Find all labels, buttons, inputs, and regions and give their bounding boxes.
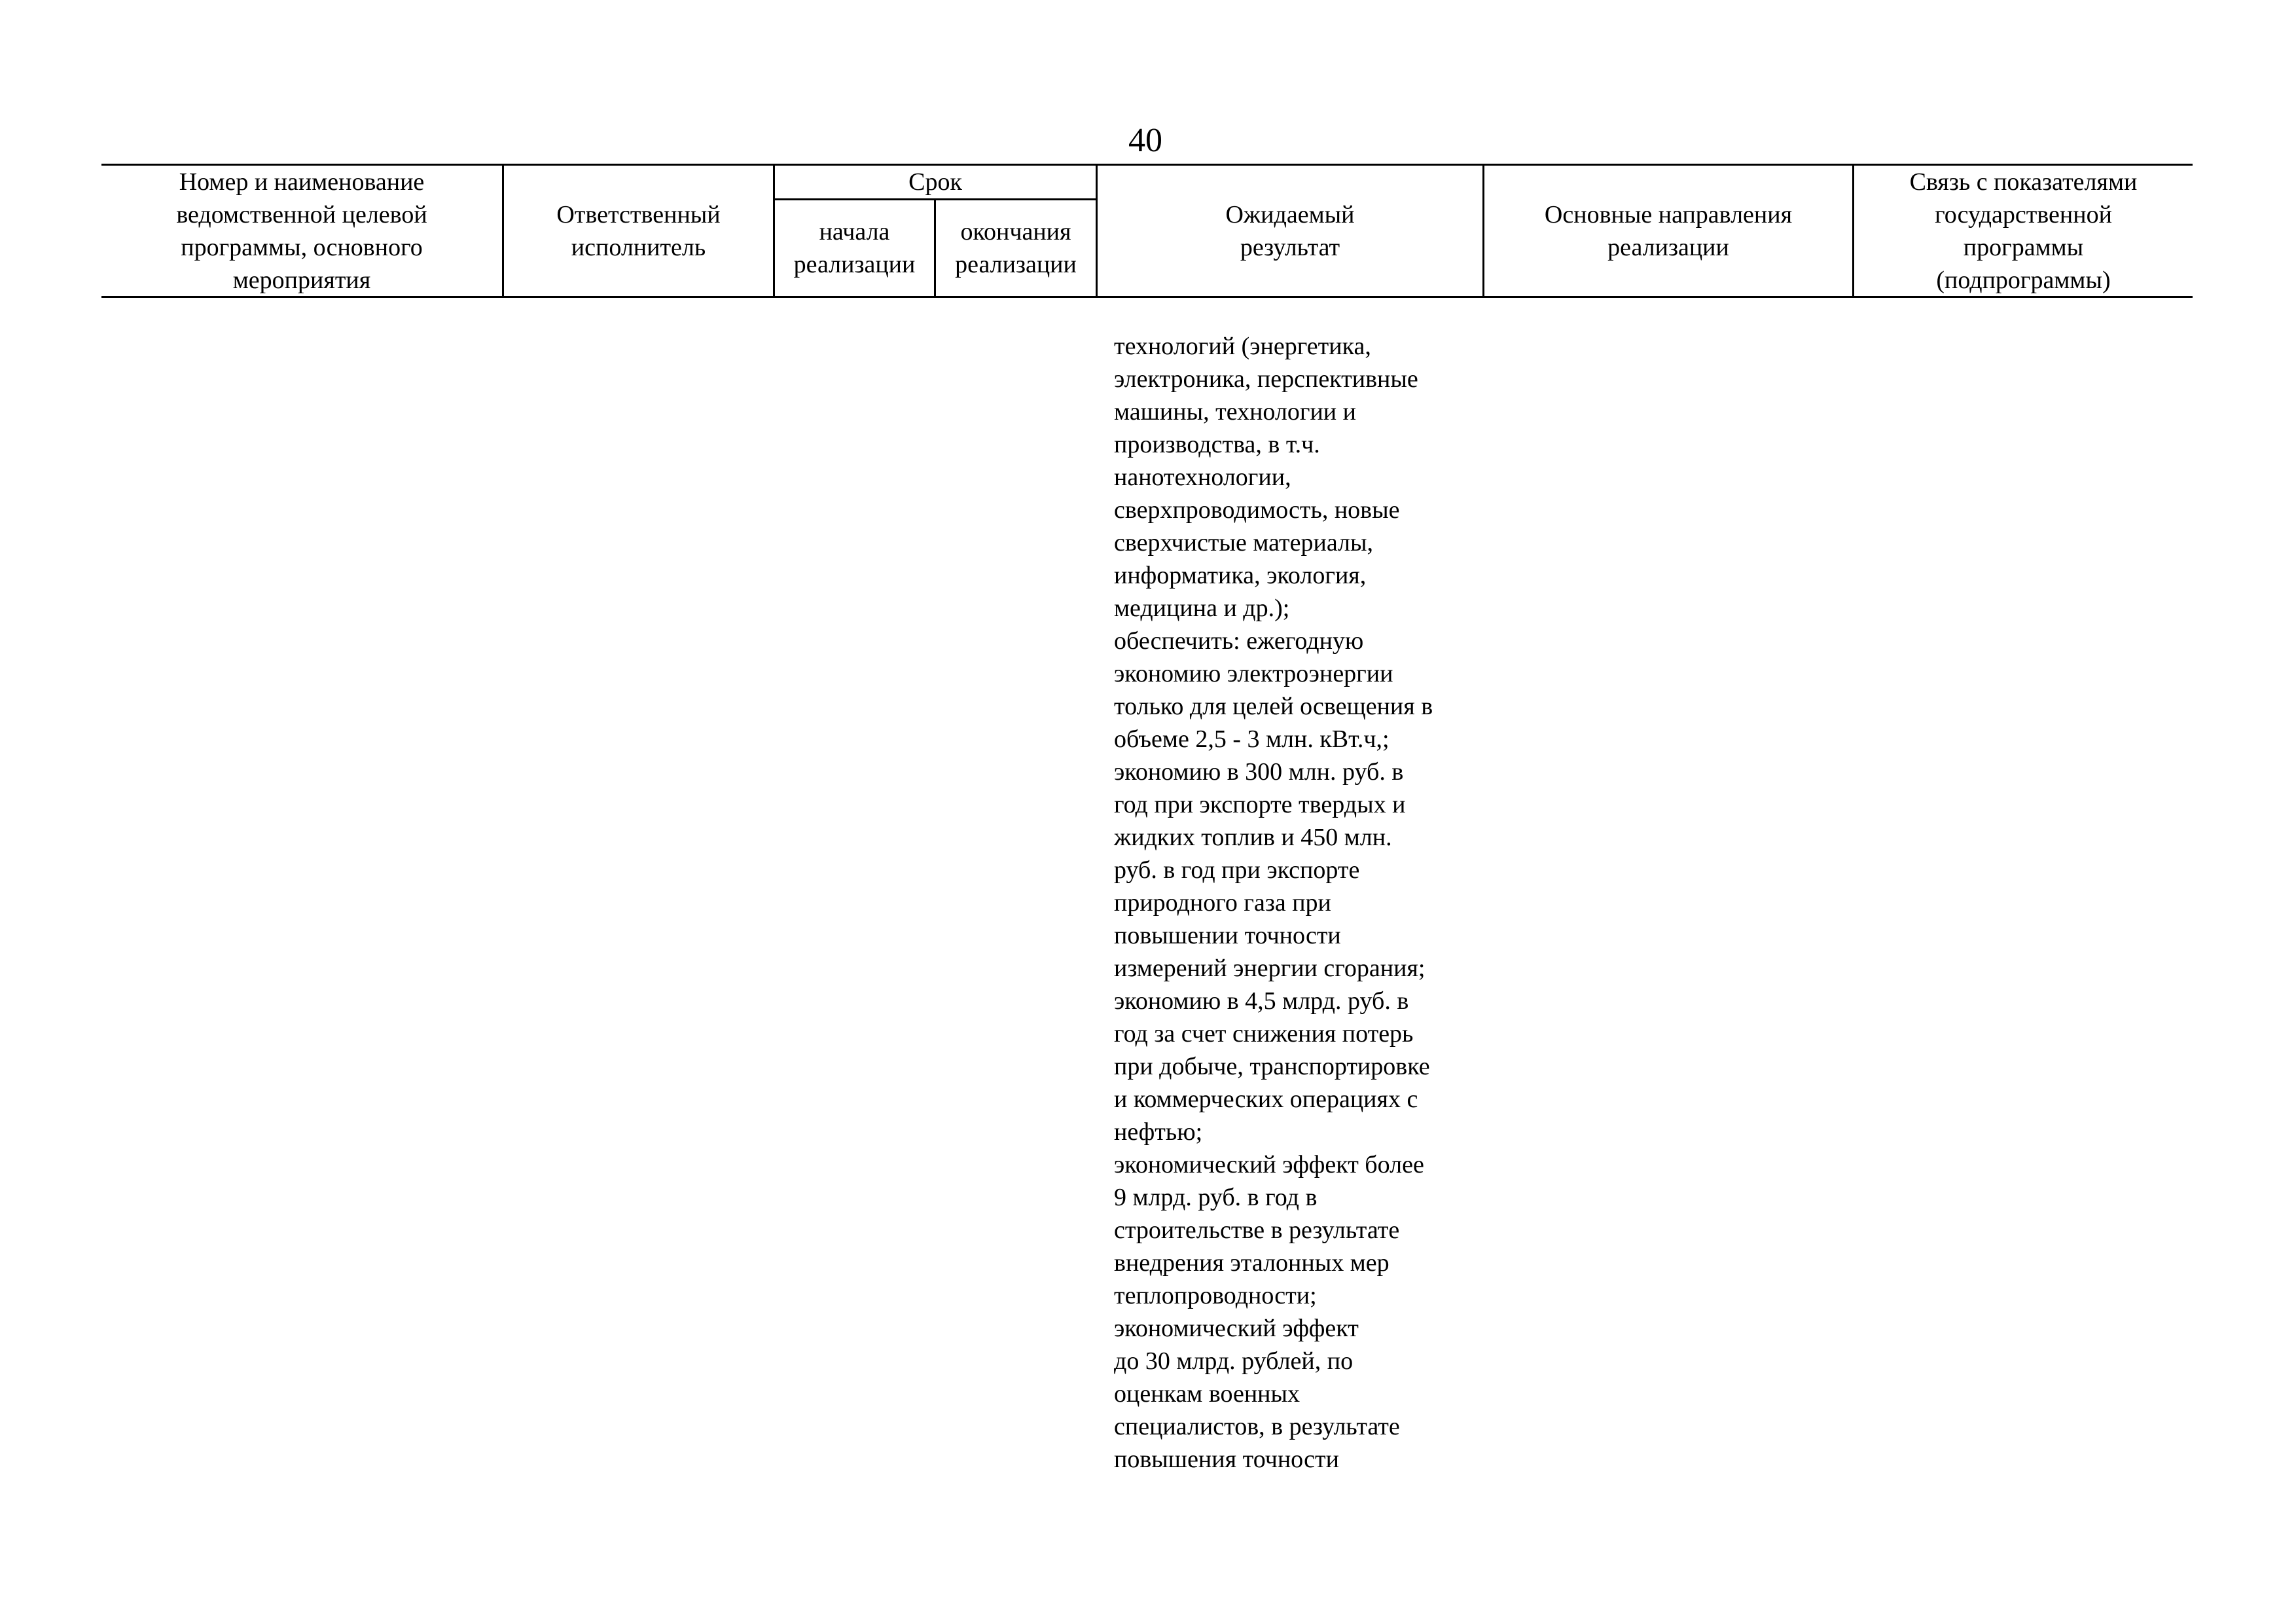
result-line: теплопроводности;: [1114, 1282, 1317, 1309]
result-line: повышении точности: [1114, 922, 1341, 949]
result-line: год за счет снижения потерь: [1114, 1020, 1414, 1048]
header-line: мероприятия: [232, 266, 371, 294]
header-line: начала: [819, 218, 890, 246]
result-line: нефтью;: [1114, 1118, 1203, 1146]
header-line: Срок: [908, 168, 962, 196]
result-line: сверхпроводимость, новые: [1114, 496, 1400, 524]
result-line: измерений энергии сгорания;: [1114, 955, 1426, 982]
header-line: реализации: [793, 251, 916, 278]
result-line: экономический эффект более: [1114, 1151, 1424, 1178]
header-line: Связь с показателями: [1909, 168, 2138, 196]
result-line: машины, технологии и: [1114, 398, 1356, 426]
result-line: при добыче, транспортировке: [1114, 1053, 1430, 1080]
result-line: объеме 2,5 - 3 млн. кВт.ч,;: [1114, 725, 1390, 753]
result-line: повышения точности: [1114, 1446, 1339, 1473]
header-term-start: [775, 200, 934, 296]
result-line: технологий (энергетика,: [1114, 333, 1371, 360]
result-line: электроника, перспективные: [1114, 365, 1418, 393]
header-responsible: [504, 166, 773, 296]
result-line: оценкам военных: [1114, 1380, 1300, 1408]
result-line: до 30 млрд. рублей, по: [1114, 1347, 1354, 1375]
result-line: природного газа при: [1114, 889, 1331, 917]
result-line: нанотехнологии,: [1114, 464, 1291, 491]
result-line: год при экспорте твердых и: [1114, 791, 1406, 818]
result-line: жидких топлив и 450 млн.: [1114, 824, 1392, 851]
result-line: руб. в год при экспорте: [1114, 856, 1360, 884]
header-line: Номер и наименование: [179, 168, 425, 196]
header-line: государственной: [1935, 200, 2112, 228]
header-program-name: [101, 166, 502, 296]
result-line: строительстве в результате: [1114, 1216, 1400, 1244]
header-line: реализации: [1607, 233, 1729, 261]
header-indicators-link: [1854, 166, 2193, 296]
result-line: производства, в т.ч.: [1114, 431, 1320, 458]
expected-result-text: [1114, 330, 1494, 1476]
header-term: [775, 166, 1096, 198]
header-term-end: [936, 200, 1096, 296]
page-number: 40: [1128, 122, 1162, 159]
header-line: Основные направления: [1544, 200, 1793, 228]
result-line: экономический эффект: [1114, 1315, 1359, 1342]
result-line: внедрения эталонных мер: [1114, 1249, 1390, 1277]
header-line: Ответственный: [556, 200, 721, 228]
header-line: исполнитель: [571, 233, 706, 261]
result-line: 9 млрд. руб. в год в: [1114, 1184, 1318, 1211]
header-line: Ожидаемый: [1225, 200, 1355, 228]
result-line: специалистов, в результате: [1114, 1413, 1400, 1440]
result-line: экономию электроэнергии: [1114, 660, 1393, 687]
header-line: программы, основного: [181, 233, 423, 261]
result-line: экономию в 4,5 млрд. руб. в: [1114, 987, 1409, 1015]
header-line: результат: [1240, 233, 1340, 261]
result-line: обеспечить: ежегодную: [1114, 627, 1364, 655]
header-line: реализации: [955, 251, 1077, 278]
header-line: ведомственной целевой: [176, 200, 427, 228]
result-line: и коммерческих операциях с: [1114, 1085, 1418, 1113]
result-line: медицина и др.);: [1114, 594, 1290, 622]
header-expected-result: [1098, 166, 1482, 296]
result-line: только для целей освещения в: [1114, 693, 1433, 720]
result-line: сверхчистые материалы,: [1114, 529, 1374, 556]
header-line: окончания: [960, 218, 1071, 246]
header-line: программы: [1963, 233, 2084, 261]
result-line: экономию в 300 млн. руб. в: [1114, 758, 1404, 786]
header-main-directions: [1484, 166, 1852, 296]
header-line: (подпрограммы): [1936, 266, 2111, 294]
result-line: информатика, экология,: [1114, 562, 1367, 589]
